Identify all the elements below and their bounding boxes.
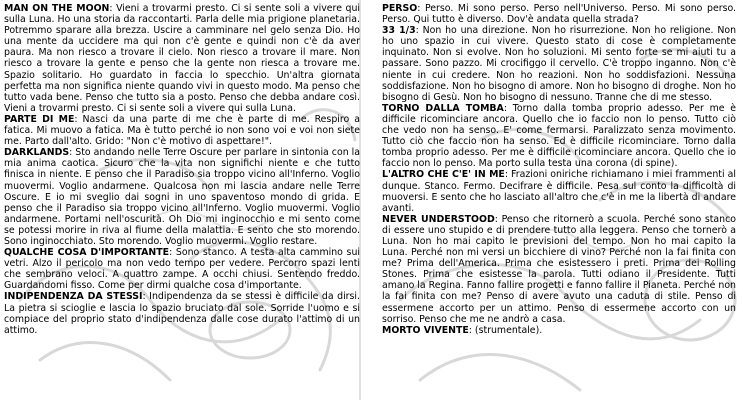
lyric-entry-morto-vivente	[382, 325, 736, 336]
song-lyrics: : Nasci da una parte di me che è parte di me. Respiro a fatica. Mi muovo a fatica. Ma è tutto perché io non sono voi e voi non siete me. Parto dall'alto. Grido: "Non c'è motivo di aspettare!".	[4, 113, 360, 148]
lyric-entry-qualche-cosa	[4, 247, 360, 291]
lyric-entry-never-understood	[382, 214, 736, 325]
lyric-entry-indipendenza	[4, 291, 360, 335]
song-lyrics: : Perso. Mi sono perso. Perso nell'Universo. Perso. Mi sono perso. Perso. Qui tutto è diverso. Dov'è andata quella strada?	[382, 3, 736, 26]
right-column	[382, 3, 736, 336]
lyric-entry-man-on-the-moon	[4, 3, 360, 114]
song-title: MORTO VIVENTE	[382, 324, 469, 336]
lyric-entry-33-1-3	[382, 25, 736, 103]
song-lyrics: : Sono stanco. A testa alta cammino sui vetri. Alzo il pericolo ma non vedo tempo per vedere. Percorro spazi lenti che sembrano veloci. A quattro zampe. A occhi chiusi. Sentendo freddo. Guardandomi fisso. Come per dirmi qualche cosa d'importante.	[4, 247, 360, 292]
song-title: PERSO	[382, 3, 418, 14]
song-lyrics: : Vieni a trovarmi presto. Ci si sente soli a vivere qui sulla Luna. Ho una storia da raccontarti. Parla delle mia prigione planetaria. Potremmo sparare alla brezza. Uscire a camminare nel gelo senza Dio. Ho una mente da uccidere ma qui non c'è gente e quindi non c'è da aver paura. Ma non riesco a trovare il cielo. Non riesco a trovare il mare. Non riesco a trovare la gente e penso che la gente non riesca a trovare me. Spazio solitario. Ho guardato in faccia lo specchio. Un'altra giornata perfetta ma non significa niente quando vivi in questo modo. Ma penso che tutto vada bene. Penso che tutto sia a posto. Penso che debba andare così. Vieni a trovarmi presto. Ci si sente soli a vivere qui sulla Luna.	[4, 3, 360, 114]
song-lyrics: : Frazioni oniriche richiamano i miei frammenti al dunque. Stanco. Fermo. Decifrare è difficile. Pesa sul conto la difficoltà di muoversi. E sento che ho lasciato all'altro che c'è in me la libertà di andare avanti.	[382, 169, 736, 214]
lyric-entry-l-altro	[382, 169, 736, 213]
song-title: DARKLANDS	[4, 147, 70, 159]
song-title: INDIPENDENZA DA STESSI	[4, 291, 143, 303]
song-title: QUALCHE COSA D'IMPORTANTE	[4, 247, 170, 259]
song-lyrics: : Penso che ritornerò a scuola. Perché sono stanco di essere uno stupido e di prendere tutto alla leggera. Penso che tornerò a Luna. Non ho mai capito le previsioni del tempo. Non ho mai capito la Luna. Perché non mi versi un bicchiere di vino? Perché non la fai finita con me? Prima dell'America. Prima che esistessero i preti. Prima dei Rolling Stones. Prima che esistesse la parola. Tutti odiano il Presidente. Tutti amano la Regina. Fanno fallire progetti e fanno fallire il Pianeta. Perché non la fai finita con me? Penso di avere avuto una caduta di stile. Penso di essermene accorto per un attimo. Penso di essermene accorto con un sorriso. Penso che me ne andrò a casa.	[382, 213, 736, 325]
song-lyrics: : Non ho una direzione. Non ho risurrezione. Non ho religione. Non ho uno spazio in cui vivere. Questo stato di cose è completamente inquinato. Non si evolve. Non ho soluzioni. Mi sento forte se mi aiuti tu a passare. Sono pazzo. Mi crocifiggo il cervello. C'è troppo inganno. Non c'è niente in cui credere. Non ho reazioni. Non ho soddisfazioni. Nessuna soddisfazione. Non ho bisogno di amore. Non ho bisogno di droghe. Non ho bisogno di Gesù. Non ho bisogno di nessuno. Tranne che di me stesso.	[382, 25, 737, 103]
song-lyrics: : Sto andando nelle Terre Oscure per parlare in sintonia con la mia anima caotica. Sicuro che la vita non significhi niente e che tutto finisca in niente. E penso che il Paradiso sia troppo vicino all'Inferno. Voglio muovermi. Voglio andarmene. Qualcosa non mi lascia andare nelle Terre Oscure. E io mi sveglio dai sogni in uno spaventoso mondo di grida. E penso che il Paradiso sia troppo vicino all'Inferno. Voglio muovermi. Voglio andarmene. Portami nell'oscurità. Oh Dio mi inginocchio e mi sento come se potessi morire in riva al fiume della malattia. E sento che sto morendo. Sono inginocchiato. Sto morendo. Voglio muovermi. Voglio restare.	[4, 147, 360, 247]
song-title: 33 1/3	[382, 25, 416, 37]
lyric-entry-darklands	[4, 147, 360, 247]
song-lyrics: : Torno dalla tomba proprio adesso. Per me è difficile ricominciare ancora. Quello che io faccio non lo penso. Tutto ciò che vedo non ha senso. E' come fermarsi. Paralizzato senza movimento. Tutto ciò che faccio non ha senso. Ed è difficile ricominciare. Torno dalla tomba proprio adesso. Per me è difficile ricominciare ancora. Quello che io faccio non lo penso. Ma porto sulla testa una corona (di spine).	[382, 102, 736, 170]
left-column	[4, 3, 360, 336]
song-lyrics: : Indipendenza da se stessi è difficile da dirsi. La pietra si scioglie e lascia lo spazio bruciato dal sole. Sorride l'uomo e si compiace del proprio stato d'indipendenza dalle cose durato l'attimo di un attimo.	[4, 291, 360, 336]
song-title: PARTE DI ME	[4, 113, 75, 125]
song-title: NEVER UNDERSTOOD	[382, 213, 495, 225]
lyric-entry-torno-dalla-tomba	[382, 103, 736, 170]
lyric-entry-perso	[382, 3, 736, 25]
lyric-entry-parte-di-me	[4, 114, 360, 147]
song-title: MAN ON THE MOON	[4, 3, 110, 14]
song-title: L'ALTRO CHE C'E' IN ME	[382, 169, 505, 181]
song-lyrics: : (strumentale).	[468, 324, 543, 336]
song-title: TORNO DALLA TOMBA	[382, 102, 504, 114]
